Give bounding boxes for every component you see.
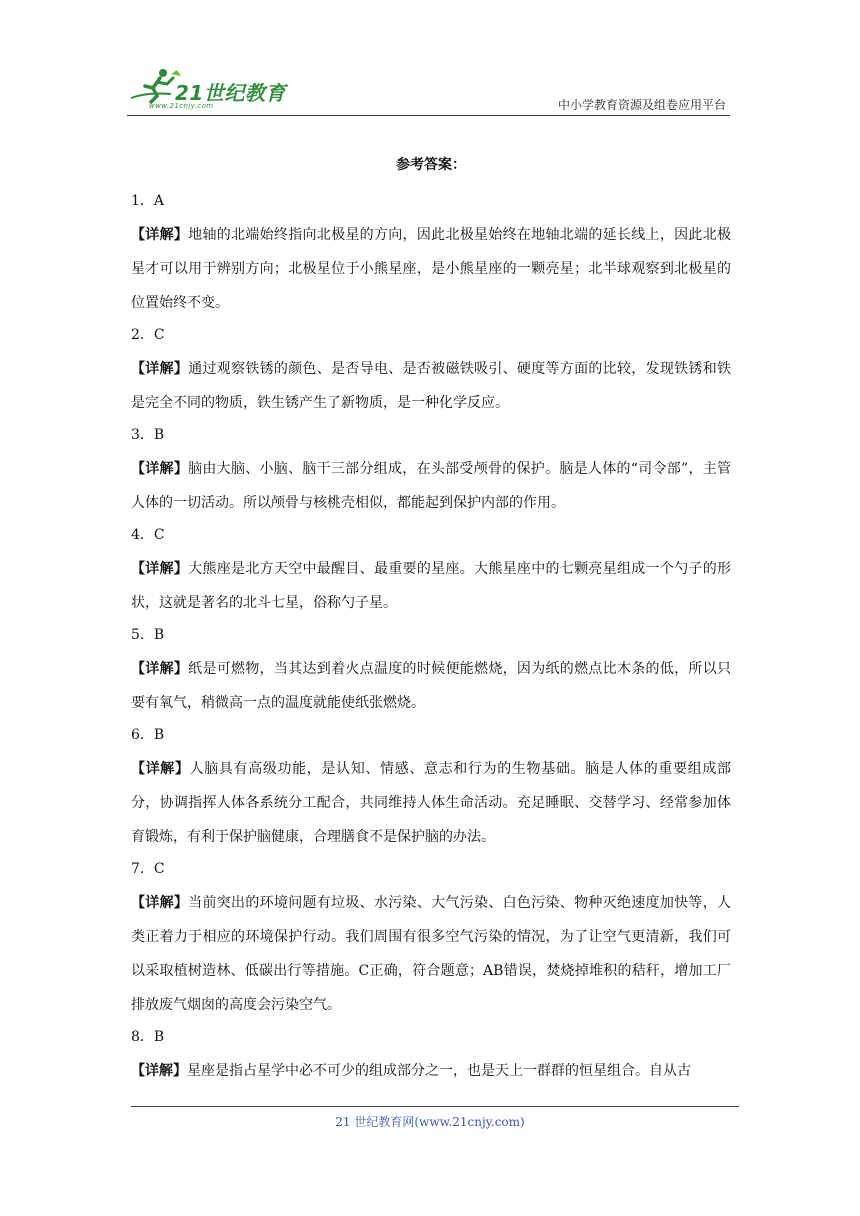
explanation-tag: 【详解】 (131, 561, 189, 577)
explanation-text: 人脑具有高级功能，是认知、情感、意志和行为的生物基础。脑是人体的重要组成部分，协调指挥人体各系统分工配合，共同维持人体生命活动。充足睡眠、交替学习、经常参加体育锻炼，有利于保护脑健康，合理膳食不是保护脑的办法。 (131, 761, 732, 845)
header-divider (127, 115, 730, 116)
answer-explanation (131, 1054, 731, 1088)
answer-key: 8．B (131, 1029, 165, 1045)
answer-explanation (131, 886, 731, 1022)
answer-explanation (131, 552, 731, 620)
explanation-tag: 【详解】 (131, 895, 189, 911)
explanation-text: 大熊座是北方天空中最醒目、最重要的星座。大熊星座中的七颗亮星组成一个勺子的形状，这就是著名的北斗七星，俗称勺子星。 (131, 561, 731, 611)
explanation-tag: 【详解】 (131, 361, 189, 377)
page-header (127, 64, 730, 114)
answer-key: 7．C (131, 861, 165, 877)
explanation-tag: 【详解】 (131, 761, 190, 777)
logo-url: www.21cnjy.com (149, 102, 214, 110)
explanation-text: 当前突出的环境问题有垃圾、水污染、大气污染、白色污染、物种灭绝速度加快等，人类正着力于相应的环境保护行动。我们周围有很多空气污染的情况，为了让空气更清新，我们可以采取植树造林、低碳出行等措施。C正确，符合题意；AB错误，焚烧掉堆积的秸秆，增加工厂排放废气烟囱的高度会污染空气。 (131, 895, 731, 1013)
answer-key: 4．C (131, 527, 165, 543)
explanation-text: 脑由大脑、小脑、脑干三部分组成，在头部受颅骨的保护。脑是人体的“司令部”，主管人体的一切活动。所以颅骨与核桃壳相似，都能起到保护内部的作用。 (131, 461, 732, 511)
explanation-text: 星座是指占星学中必不可少的组成部分之一，也是天上一群群的恒星组合。自从古 (187, 1063, 691, 1079)
explanation-text: 通过观察铁锈的颜色、是否导电、是否被磁铁吸引、硬度等方面的比较，发现铁锈和铁是完全不同的物质，铁生锈产生了新物质，是一种化学反应。 (131, 361, 731, 411)
explanation-tag: 【详解】 (131, 1063, 187, 1079)
footer-text[interactable]: 21 世纪教育网(www.21cnjy.com) (335, 1115, 525, 1129)
answer-explanation (131, 652, 731, 720)
explanation-tag: 【详解】 (131, 227, 189, 243)
answer-key: 1．A (131, 193, 165, 209)
site-logo[interactable] (127, 64, 297, 114)
answer-explanation (131, 352, 731, 420)
answer-key: 2．C (131, 327, 165, 343)
logo-wordmark: 21世纪教育 (175, 81, 286, 105)
explanation-tag: 【详解】 (131, 461, 189, 477)
answer-explanation (131, 452, 731, 520)
answer-explanation (131, 752, 731, 854)
page-title: 参考答案： (396, 157, 466, 173)
answer-explanation (131, 218, 731, 320)
platform-tagline: 中小学教育资源及组卷应用平台 (557, 98, 726, 112)
answer-key: 5．B (131, 627, 165, 643)
explanation-text: 纸是可燃物，当其达到着火点温度的时候便能燃烧，因为纸的燃点比木条的低，所以只要有氧气，稍微高一点的温度就能使纸张燃烧。 (131, 661, 731, 711)
answer-key: 3．B (131, 427, 165, 443)
answer-key: 6．B (131, 727, 165, 743)
answer-content (131, 152, 731, 1088)
footer-divider (131, 1106, 739, 1107)
explanation-tag: 【详解】 (131, 661, 189, 677)
explanation-text: 地轴的北端始终指向北极星的方向，因此北极星始终在地轴北端的延长线上，因此北极星才可以用于辨别方向；北极星位于小熊星座，是小熊星座的一颗亮星；北半球观察到北极星的位置始终不变。 (131, 227, 731, 311)
answer-list (131, 186, 731, 1088)
